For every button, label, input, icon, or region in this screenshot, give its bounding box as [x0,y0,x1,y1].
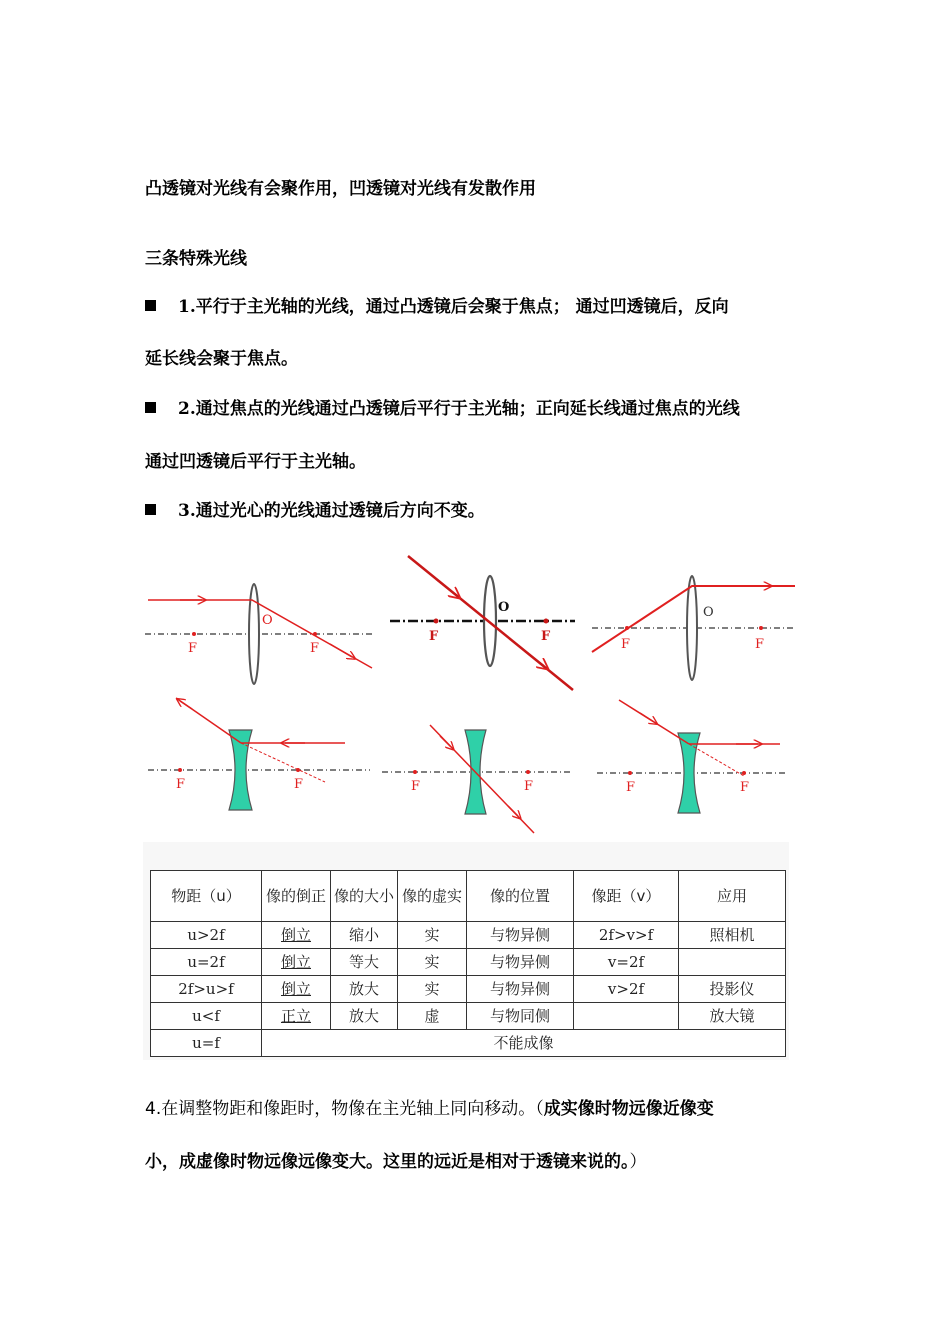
bullet-icon [145,300,156,311]
convex-parallel-ray-panel [145,584,372,684]
table-cell: v=2f [574,949,679,976]
table-cell: 倒立 [262,976,331,1003]
table-header-row [151,871,786,922]
header-cell: 像的位置 [467,871,574,922]
rule-4-continued [145,1151,647,1173]
table-cell [574,1003,679,1030]
optical-center-label: O [703,605,714,620]
table-cell: 2f>u>f [151,976,262,1003]
focus-point [742,771,746,775]
optical-center-label: O [262,613,273,628]
special-rays-diagram [140,548,800,838]
focus-label: F [740,780,750,795]
table-cell: 与物异侧 [467,949,574,976]
rule-4-emphasis: 成实像时物远像近像变 [543,1099,714,1119]
rule-4 [145,1098,714,1120]
focus-point [628,771,632,775]
focus-point [434,619,439,624]
table-row [151,1003,786,1030]
focus-label: F [294,777,304,792]
rule-2-number: 2. [178,399,196,419]
focus-label: F [188,641,198,656]
table-cell: 虚 [398,1003,467,1030]
rule-4-text: 4.在调整物距和像距时，物像在主光轴上同向移动。（ [145,1099,544,1119]
focus-point [296,768,300,772]
table-cell: 倒立 [262,922,331,949]
concave-center-ray-panel [382,725,572,833]
table-cell: u>2f [151,922,262,949]
header-cell: 像距（v） [574,871,679,922]
table-cell: 2f>v>f [574,922,679,949]
imaging-table-image [143,842,789,1060]
bullet-icon [145,504,156,515]
table-cell: 不能成像 [262,1030,786,1057]
focus-label: F [176,777,186,792]
table-cell: 实 [398,976,467,1003]
header-cell: 物距（u） [151,871,262,922]
convex-center-ray-panel [390,556,575,690]
rule-2-continued: 通过凹透镜后平行于主光轴。 [145,452,366,472]
imaging-rules-table [150,870,786,1057]
optical-center-label: O [498,600,510,615]
rule-2 [145,398,740,420]
table-row [151,922,786,949]
intro-text: 凸透镜对光线有会聚作用，凹透镜对光线有发散作用 [145,179,536,199]
rule-3-number: 3. [178,501,196,521]
table-cell: 与物异侧 [467,976,574,1003]
table-cell: 投影仪 [679,976,786,1003]
convex-lens [249,584,259,684]
rule-3-text: 通过光心的光线通过透镜后方向不变。 [195,501,485,521]
focus-label: F [755,637,765,652]
focus-label: F [626,780,636,795]
table-cell: 放大 [331,976,398,1003]
table-cell: 实 [398,922,467,949]
header-cell: 像的大小 [331,871,398,922]
concave-lens [678,733,700,813]
rule-2-text: 通过焦点的光线通过凸透镜后平行于主光轴；正向延长线通过焦点的光线 [195,399,740,419]
table-cell: 等大 [331,949,398,976]
table-cell: 正立 [262,1003,331,1030]
table-cell [679,949,786,976]
table-row [151,1030,786,1057]
focus-point [544,619,549,624]
table-cell: 放大 [331,1003,398,1030]
table-cell: u=2f [151,949,262,976]
header-cell: 像的倒正 [262,871,331,922]
table-cell: 实 [398,949,467,976]
convex-focus-ray-panel [592,576,795,680]
header-cell: 应用 [679,871,786,922]
table-cell: 照相机 [679,922,786,949]
focus-label: F [310,641,320,656]
table-cell: 倒立 [262,949,331,976]
focus-label: F [411,779,421,794]
rule-1-continued: 延长线会聚于焦点。 [145,349,298,369]
section-title: 三条特殊光线 [145,249,247,269]
extension-line [689,744,744,776]
focus-point [178,768,182,772]
table-cell: 与物异侧 [467,922,574,949]
table-cell: u=f [151,1030,262,1057]
rule-3 [145,500,485,522]
concave-focus-ray-panel [597,700,785,813]
table-cell: 缩小 [331,922,398,949]
convex-lens [687,576,697,680]
rule-1 [145,296,729,318]
focus-point [313,632,317,636]
focus-point [192,632,196,636]
focus-label: F [621,637,631,652]
focus-label: F [541,629,551,644]
rule-4-emphasis: 小，成虚像时物远像远像变大。这里的远近是相对于透镜来说的。 [145,1152,630,1172]
focus-label: F [429,629,439,644]
focus-point [526,770,530,774]
table-cell: 放大镜 [679,1003,786,1030]
header-cell: 像的虚实 [398,871,467,922]
bullet-icon [145,402,156,413]
table-cell: v>2f [574,976,679,1003]
extension-line [241,743,325,782]
rule-1-text: 平行于主光轴的光线，通过凸透镜后会聚于焦点； 通过凹透镜后，反向 [195,297,729,317]
table-row [151,949,786,976]
rule-1-number: 1. [178,297,196,317]
table-cell: 与物同侧 [467,1003,574,1030]
focus-label: F [524,779,534,794]
table-cell: u<f [151,1003,262,1030]
table-row [151,976,786,1003]
focus-point [413,770,417,774]
focus-point [759,626,763,630]
rule-4-close: ） [629,1152,647,1172]
focus-point [625,626,629,630]
concave-parallel-ray-panel [148,698,370,810]
